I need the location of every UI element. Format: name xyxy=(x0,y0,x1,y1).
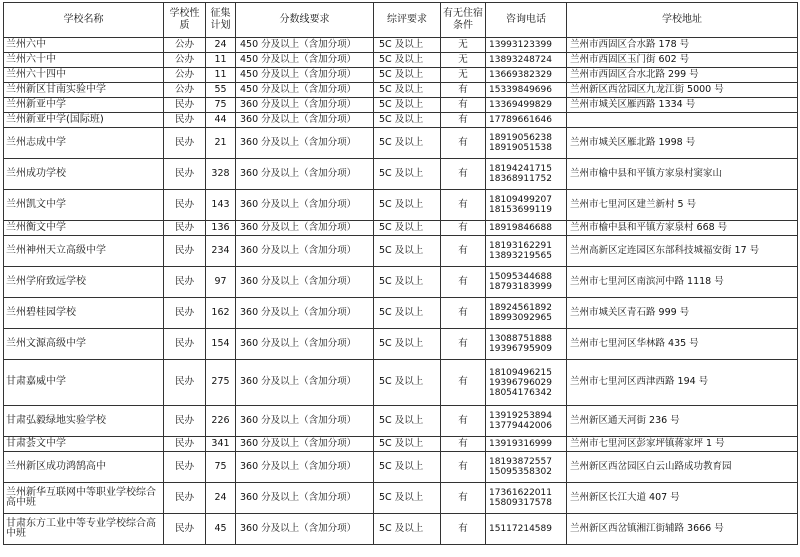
score-requirement-cell: 360 分及以上（含加分项） xyxy=(236,360,374,406)
table-row xyxy=(4,113,798,128)
eval-requirement-cell: 5C 及以上 xyxy=(374,38,441,53)
school-name-cell: 兰州新亚中学(国际班) xyxy=(4,113,164,128)
plan-count-cell: 341 xyxy=(206,437,236,452)
table-row xyxy=(4,159,798,190)
address-cell: 兰州市七里河区南滨河中路 1118 号 xyxy=(567,267,798,298)
school-type-cell: 民办 xyxy=(164,360,206,406)
plan-count-cell: 226 xyxy=(206,406,236,437)
dorm-cell: 无 xyxy=(441,38,486,53)
plan-count-cell: 11 xyxy=(206,68,236,83)
table-row xyxy=(4,68,798,83)
table-row xyxy=(4,221,798,236)
dorm-cell: 无 xyxy=(441,53,486,68)
phone-cell xyxy=(486,221,567,236)
phone-number: 18109496215 xyxy=(489,367,552,378)
table-row xyxy=(4,190,798,221)
plan-count-cell: 162 xyxy=(206,298,236,329)
table-row xyxy=(4,329,798,360)
eval-requirement-cell: 5C 及以上 xyxy=(374,452,441,483)
school-name-cell: 甘肃东方工业中等专业学校综合高中班 xyxy=(4,514,164,545)
eval-requirement-cell: 5C 及以上 xyxy=(374,514,441,545)
school-type-cell: 民办 xyxy=(164,190,206,221)
phone-number: 15339849696 xyxy=(489,85,552,95)
phone-cell xyxy=(486,437,567,452)
plan-count-cell: 143 xyxy=(206,190,236,221)
phone-cell xyxy=(486,452,567,483)
address-cell: 兰州新区长江大道 407 号 xyxy=(567,483,798,514)
phone-cell xyxy=(486,514,567,545)
table-row xyxy=(4,83,798,98)
score-requirement-cell: 360 分及以上（含加分项） xyxy=(236,159,374,190)
dorm-cell: 有 xyxy=(441,98,486,113)
eval-requirement-cell: 5C 及以上 xyxy=(374,360,441,406)
dorm-cell: 有 xyxy=(441,360,486,406)
phone-cell xyxy=(486,483,567,514)
eval-requirement-cell: 5C 及以上 xyxy=(374,236,441,267)
school-type-cell: 民办 xyxy=(164,298,206,329)
score-requirement-cell: 450 分及以上（含加分项） xyxy=(236,38,374,53)
eval-requirement-cell: 5C 及以上 xyxy=(374,98,441,113)
phone-cell xyxy=(486,236,567,267)
address-cell: 兰州市七里河区建兰新村 5 号 xyxy=(567,190,798,221)
address-cell: 兰州市榆中县和平镇方家泉村窦家山 xyxy=(567,159,798,190)
score-requirement-cell: 360 分及以上（含加分项） xyxy=(236,236,374,267)
address-cell: 兰州市城关区青石路 999 号 xyxy=(567,298,798,329)
dorm-cell: 有 xyxy=(441,298,486,329)
dorm-cell: 有 xyxy=(441,113,486,128)
school-name-cell: 兰州志成中学 xyxy=(4,128,164,159)
school-type-cell: 民办 xyxy=(164,483,206,514)
phone-number: 17361622011 xyxy=(489,488,552,498)
address-cell: 兰州市西固区玉门街 602 号 xyxy=(567,53,798,68)
school-name-cell: 甘肃弘毅绿地实验学校 xyxy=(4,406,164,437)
dorm-cell: 有 xyxy=(441,128,486,159)
table-row xyxy=(4,298,798,329)
phone-cell xyxy=(486,298,567,329)
plan-count-cell: 24 xyxy=(206,38,236,53)
phone-cell xyxy=(486,68,567,83)
phone-number: 18054176342 xyxy=(489,387,552,398)
header-phone: 咨询电话 xyxy=(486,3,567,38)
phone-number: 18153699119 xyxy=(489,205,552,215)
plan-count-cell: 97 xyxy=(206,267,236,298)
table-header-row xyxy=(4,3,798,38)
school-type-cell: 民办 xyxy=(164,236,206,267)
plan-count-cell: 75 xyxy=(206,98,236,113)
address-cell: 兰州市城关区雁西路 1334 号 xyxy=(567,98,798,113)
score-requirement-cell: 360 分及以上（含加分项） xyxy=(236,406,374,437)
school-type-cell: 公办 xyxy=(164,38,206,53)
dorm-cell: 有 xyxy=(441,221,486,236)
phone-cell xyxy=(486,113,567,128)
plan-count-cell: 234 xyxy=(206,236,236,267)
score-requirement-cell: 450 分及以上（含加分项） xyxy=(236,53,374,68)
score-requirement-cell: 450 分及以上（含加分项） xyxy=(236,83,374,98)
address-cell: 兰州市西固区合水北路 299 号 xyxy=(567,68,798,83)
school-type-cell: 民办 xyxy=(164,406,206,437)
plan-count-cell: 136 xyxy=(206,221,236,236)
phone-number: 13993123399 xyxy=(489,40,552,50)
score-requirement-cell: 360 分及以上（含加分项） xyxy=(236,128,374,159)
score-requirement-cell: 360 分及以上（含加分项） xyxy=(236,437,374,452)
eval-requirement-cell: 5C 及以上 xyxy=(374,113,441,128)
dorm-cell: 无 xyxy=(441,68,486,83)
dorm-cell: 有 xyxy=(441,236,486,267)
plan-count-cell: 45 xyxy=(206,514,236,545)
phone-number: 18919846688 xyxy=(489,223,552,233)
address-cell: 兰州市城关区雁北路 1998 号 xyxy=(567,128,798,159)
table-row xyxy=(4,437,798,452)
phone-cell xyxy=(486,159,567,190)
table-body xyxy=(4,38,798,545)
dorm-cell: 有 xyxy=(441,83,486,98)
address-cell xyxy=(567,113,798,128)
table-row xyxy=(4,360,798,406)
address-cell: 兰州新区西岔园区白云山路成功教育园 xyxy=(567,452,798,483)
phone-number: 13919316999 xyxy=(489,439,552,449)
school-type-cell: 民办 xyxy=(164,98,206,113)
school-name-cell: 甘肃嘉威中学 xyxy=(4,360,164,406)
phone-number: 19396795909 xyxy=(489,344,552,354)
table-row xyxy=(4,98,798,113)
plan-count-cell: 328 xyxy=(206,159,236,190)
phone-cell xyxy=(486,267,567,298)
eval-requirement-cell: 5C 及以上 xyxy=(374,190,441,221)
table-row xyxy=(4,406,798,437)
score-requirement-cell: 360 分及以上（含加分项） xyxy=(236,98,374,113)
phone-number: 18193872557 xyxy=(489,457,552,467)
phone-number: 18924561892 xyxy=(489,303,552,313)
plan-count-cell: 154 xyxy=(206,329,236,360)
school-type-cell: 民办 xyxy=(164,452,206,483)
phone-number: 13779442006 xyxy=(489,421,552,431)
school-name-cell: 兰州文源高级中学 xyxy=(4,329,164,360)
phone-number: 15095344688 xyxy=(489,272,552,282)
school-type-cell: 公办 xyxy=(164,53,206,68)
table-row xyxy=(4,267,798,298)
dorm-cell: 有 xyxy=(441,329,486,360)
table-row xyxy=(4,38,798,53)
plan-count-cell: 24 xyxy=(206,483,236,514)
header-eval: 综评要求 xyxy=(374,3,441,38)
plan-count-cell: 55 xyxy=(206,83,236,98)
phone-number: 15095358302 xyxy=(489,467,552,477)
dorm-cell: 有 xyxy=(441,452,486,483)
school-name-cell: 兰州衡文中学 xyxy=(4,221,164,236)
phone-cell xyxy=(486,406,567,437)
address-cell: 兰州市七里河区彭家坪镇蒋家坪 1 号 xyxy=(567,437,798,452)
address-cell: 兰州市榆中县和平镇方家泉村 668 号 xyxy=(567,221,798,236)
table-row xyxy=(4,514,798,545)
school-name-cell: 兰州新区甘南实验中学 xyxy=(4,83,164,98)
school-admission-table xyxy=(3,2,798,545)
header-addr: 学校地址 xyxy=(567,3,798,38)
phone-number: 13669382329 xyxy=(489,70,552,80)
score-requirement-cell: 360 分及以上（含加分项） xyxy=(236,267,374,298)
phone-number: 18193162291 xyxy=(489,241,552,251)
score-requirement-cell: 360 分及以上（含加分项） xyxy=(236,298,374,329)
phone-number: 18919056238 xyxy=(489,133,552,143)
plan-count-cell: 75 xyxy=(206,452,236,483)
eval-requirement-cell: 5C 及以上 xyxy=(374,159,441,190)
dorm-cell: 有 xyxy=(441,190,486,221)
score-requirement-cell: 360 分及以上（含加分项） xyxy=(236,514,374,545)
header-score: 分数线要求 xyxy=(236,3,374,38)
school-name-cell: 甘肃荟文中学 xyxy=(4,437,164,452)
school-name-cell: 兰州神州天立高级中学 xyxy=(4,236,164,267)
address-cell: 兰州市七里河区西津西路 194 号 xyxy=(567,360,798,406)
dorm-cell: 有 xyxy=(441,514,486,545)
phone-cell xyxy=(486,128,567,159)
score-requirement-cell: 360 分及以上（含加分项） xyxy=(236,483,374,514)
eval-requirement-cell: 5C 及以上 xyxy=(374,68,441,83)
score-requirement-cell: 360 分及以上（含加分项） xyxy=(236,329,374,360)
table-row xyxy=(4,53,798,68)
school-name-cell: 兰州学府致远学校 xyxy=(4,267,164,298)
address-cell: 兰州新区西岔园区九龙江街 5000 号 xyxy=(567,83,798,98)
phone-number: 15117214589 xyxy=(489,524,552,534)
plan-count-cell: 275 xyxy=(206,360,236,406)
school-type-cell: 民办 xyxy=(164,113,206,128)
phone-number: 18919051538 xyxy=(489,143,552,153)
school-type-cell: 民办 xyxy=(164,437,206,452)
phone-cell xyxy=(486,329,567,360)
phone-cell xyxy=(486,98,567,113)
header-type: 学校性质 xyxy=(164,3,206,38)
school-name-cell: 兰州碧桂园学校 xyxy=(4,298,164,329)
phone-number: 13893219565 xyxy=(489,251,552,261)
table-row xyxy=(4,483,798,514)
phone-number: 18194241715 xyxy=(489,164,552,174)
score-requirement-cell: 360 分及以上（含加分项） xyxy=(236,452,374,483)
phone-cell xyxy=(486,360,567,406)
phone-cell xyxy=(486,38,567,53)
school-name-cell: 兰州成功学校 xyxy=(4,159,164,190)
header-plan: 征集计划 xyxy=(206,3,236,38)
eval-requirement-cell: 5C 及以上 xyxy=(374,221,441,236)
score-requirement-cell: 360 分及以上（含加分项） xyxy=(236,190,374,221)
phone-number: 17789661646 xyxy=(489,115,552,125)
plan-count-cell: 11 xyxy=(206,53,236,68)
phone-number: 13088751888 xyxy=(489,334,552,344)
school-type-cell: 公办 xyxy=(164,68,206,83)
eval-requirement-cell: 5C 及以上 xyxy=(374,128,441,159)
phone-number: 13369499829 xyxy=(489,100,552,110)
school-name-cell: 兰州新亚中学 xyxy=(4,98,164,113)
phone-number: 13893248724 xyxy=(489,55,552,65)
table-row xyxy=(4,452,798,483)
eval-requirement-cell: 5C 及以上 xyxy=(374,267,441,298)
dorm-cell: 有 xyxy=(441,406,486,437)
phone-number: 19396796029 xyxy=(489,377,552,388)
phone-number: 13919253894 xyxy=(489,411,552,421)
address-cell: 兰州新区西岔镇湘江街辅路 3666 号 xyxy=(567,514,798,545)
address-cell: 兰州市七里河区华林路 435 号 xyxy=(567,329,798,360)
school-type-cell: 民办 xyxy=(164,267,206,298)
school-type-cell: 民办 xyxy=(164,128,206,159)
phone-number: 18993092965 xyxy=(489,313,552,323)
eval-requirement-cell: 5C 及以上 xyxy=(374,437,441,452)
address-cell: 兰州新区通天河街 236 号 xyxy=(567,406,798,437)
phone-number: 15809317578 xyxy=(489,498,552,508)
eval-requirement-cell: 5C 及以上 xyxy=(374,406,441,437)
school-type-cell: 民办 xyxy=(164,159,206,190)
phone-number: 18109499207 xyxy=(489,195,552,205)
header-dorm: 有无住宿条件 xyxy=(441,3,486,38)
school-name-cell: 兰州凯文中学 xyxy=(4,190,164,221)
school-name-cell: 兰州六十中 xyxy=(4,53,164,68)
plan-count-cell: 21 xyxy=(206,128,236,159)
phone-cell xyxy=(486,190,567,221)
header-name: 学校名称 xyxy=(4,3,164,38)
school-type-cell: 民办 xyxy=(164,221,206,236)
dorm-cell: 有 xyxy=(441,483,486,514)
dorm-cell: 有 xyxy=(441,437,486,452)
eval-requirement-cell: 5C 及以上 xyxy=(374,298,441,329)
score-requirement-cell: 450 分及以上（含加分项） xyxy=(236,68,374,83)
phone-number: 18793183999 xyxy=(489,282,552,292)
score-requirement-cell: 360 分及以上（含加分项） xyxy=(236,113,374,128)
school-name-cell: 兰州六十四中 xyxy=(4,68,164,83)
school-type-cell: 民办 xyxy=(164,514,206,545)
school-name-cell: 兰州新华互联网中等职业学校综合高中班 xyxy=(4,483,164,514)
plan-count-cell: 44 xyxy=(206,113,236,128)
eval-requirement-cell: 5C 及以上 xyxy=(374,83,441,98)
eval-requirement-cell: 5C 及以上 xyxy=(374,53,441,68)
school-name-cell: 兰州新区成功鸿鹄高中 xyxy=(4,452,164,483)
score-requirement-cell: 360 分及以上（含加分项） xyxy=(236,221,374,236)
address-cell: 兰州市西固区合水路 178 号 xyxy=(567,38,798,53)
dorm-cell: 有 xyxy=(441,159,486,190)
school-type-cell: 民办 xyxy=(164,329,206,360)
table-row xyxy=(4,128,798,159)
school-name-cell: 兰州六中 xyxy=(4,38,164,53)
eval-requirement-cell: 5C 及以上 xyxy=(374,329,441,360)
phone-number: 18368911752 xyxy=(489,174,552,184)
school-type-cell: 公办 xyxy=(164,83,206,98)
phone-cell xyxy=(486,53,567,68)
eval-requirement-cell: 5C 及以上 xyxy=(374,483,441,514)
table-row xyxy=(4,236,798,267)
dorm-cell: 有 xyxy=(441,267,486,298)
address-cell: 兰州高新区定连园区东部科技城福安街 17 号 xyxy=(567,236,798,267)
phone-cell xyxy=(486,83,567,98)
